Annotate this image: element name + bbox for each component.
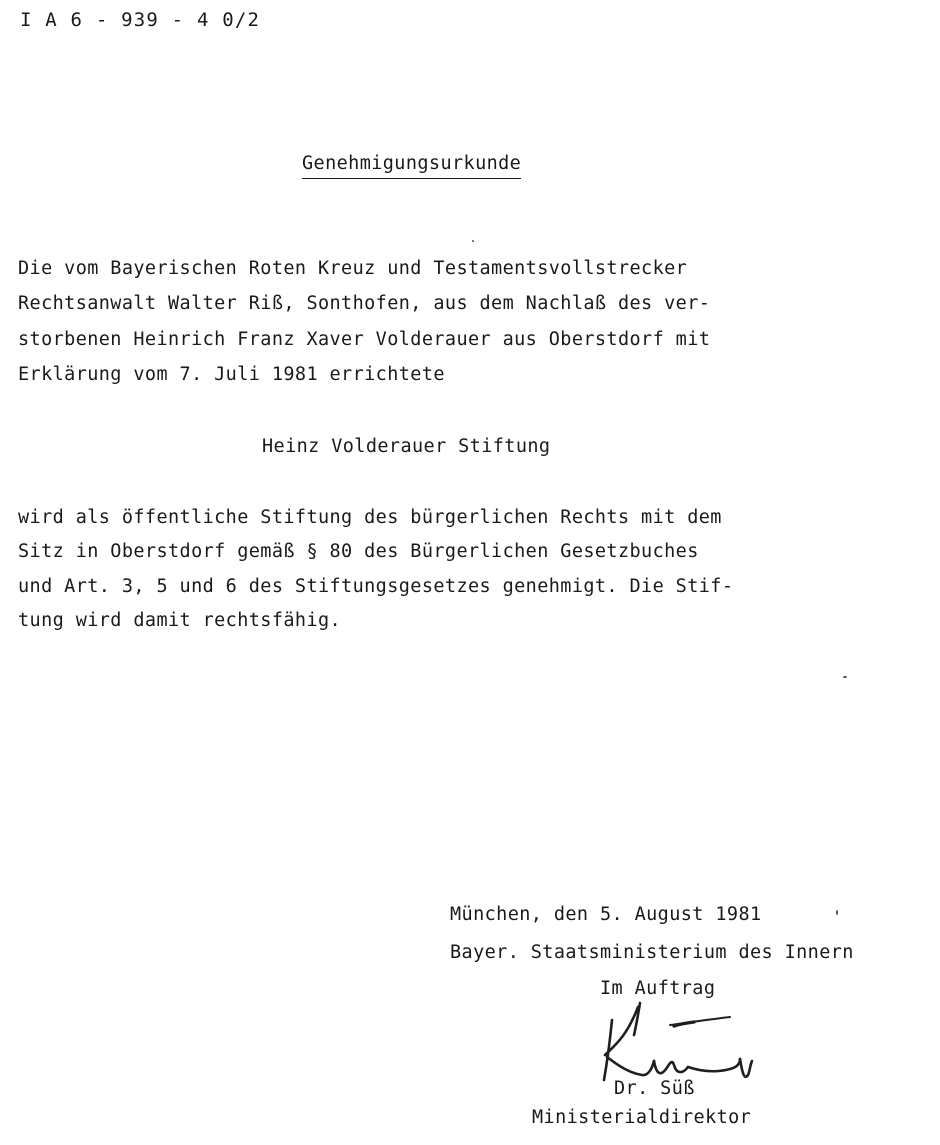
paragraph-1-line-4: Erklärung vom 7. Juli 1981 errichtete [18,364,445,385]
paragraph-1-line-3: storbenen Heinrich Franz Xaver Volderauer aus Oberstdorf mit [18,329,711,350]
paragraph-1-line-1: Die vom Bayerischen Roten Kreuz und Testamentsvollstrecker [18,258,688,279]
scan-speck [843,676,847,678]
paragraph-2-line-3: und Art. 3, 5 und 6 des Stiftungsgesetzes genehmigt. Die Stif- [18,576,734,597]
foundation-name: Heinz Volderauer Stiftung [262,436,551,457]
place-and-date: München, den 5. August 1981 [450,904,762,925]
document-title: Genehmigungsurkunde [302,153,521,179]
on-behalf-line: Im Auftrag [600,978,716,999]
paragraph-1-line-2: Rechtsanwalt Walter Riß, Sonthofen, aus dem Nachlaß des ver- [18,293,711,314]
paragraph-2-line-4: tung wird damit rechtsfähig. [18,610,342,631]
signatory-title: Ministerialdirektor [532,1107,752,1128]
scan-speck [472,240,474,242]
issuing-authority: Bayer. Staatsministerium des Innern [450,942,854,963]
signatory-name: Dr. Süß [614,1078,695,1099]
reference-number: I A 6 - 939 - 4 0/2 [20,9,261,31]
paragraph-2-line-1: wird als öffentliche Stiftung des bürgerlichen Rechts mit dem [18,507,722,528]
paragraph-2-line-2: Sitz in Oberstdorf gemäß § 80 des Bürgerlichen Gesetzbuches [18,541,699,562]
scan-speck [836,910,838,915]
